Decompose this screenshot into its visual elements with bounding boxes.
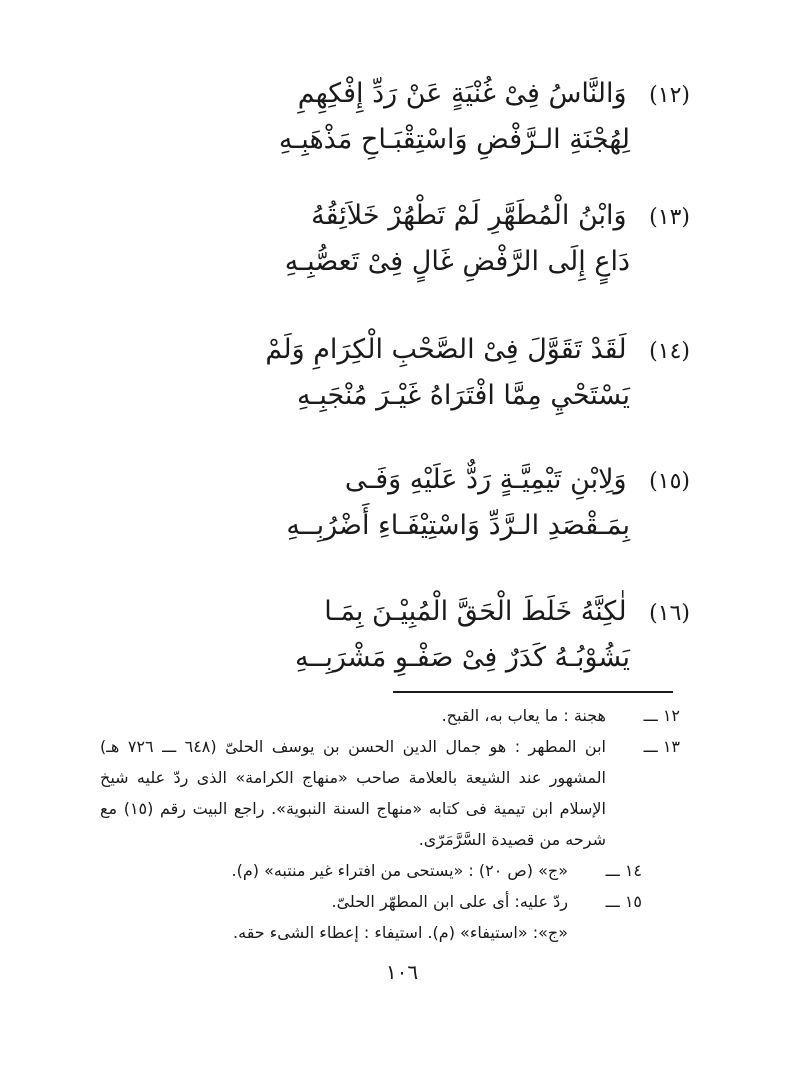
footnote-text: «ج» (ص ٢٠) : «يستحى من افتراء غير منتبه» (م). — [231, 861, 568, 880]
verse-number: (١٦) — [649, 601, 690, 626]
verse-number: (١٤) — [649, 339, 690, 364]
footnote-text: «ج»: «استيفاء» (م). استيفاء : إعطاء الشىء حقه. — [233, 923, 568, 942]
verse-number: (١٣) — [649, 205, 690, 230]
verse-hemistich-1: وَالنَّاسُ فِىْ غُنْيَةٍ عَنْ رَدِّ إِفْكِهِمِ — [297, 78, 627, 109]
verse-hemistich-2: يَسْتَحْيِ مِمَّا افْتَرَاهُ غَيْـرَ مُنْجَبِـهِ — [296, 380, 630, 411]
verse-hemistich-2: بِمَـقْصَدِ الـرَّدِّ وَاسْتِيْفَـاءِ أَضْرُبِــهِ — [286, 510, 630, 541]
page-number: ١٠٦ — [385, 960, 419, 984]
footnotes — [100, 700, 680, 948]
verse-hemistich-2: دَاعٍ إِلَى الرَّفْضِ غَالٍ فِىْ تَعصُّبِـهِ — [284, 246, 630, 277]
footnote — [100, 855, 680, 886]
verse-number: (١٥) — [649, 469, 690, 494]
verse-hemistich-1: لٰكِنَّهُ خَلَطَ الْحَقَّ الْمُبِيْـنَ بِمَـا — [324, 596, 627, 627]
footnote-number: ١٤ ـــ — [605, 861, 642, 880]
footnote-text: ردّ عليه: أى على ابن المطهّر الحلىّ. — [331, 892, 568, 911]
footnote-number: ١٣ ـــ — [643, 737, 680, 756]
verse-hemistich-1: لَقَدْ تَقَوَّلَ فِىْ الصَّحْبِ الْكِرَامِ وَلَمْ — [265, 334, 627, 365]
footnote — [100, 886, 680, 917]
verse-number: (١٢) — [649, 83, 690, 108]
footnote — [100, 917, 680, 948]
footnote-text: ابن المطهر : هو جمال الدين الحسن بن يوسف الحلىّ (٦٤٨ ـــ ٧٢٦ هـ) المشهور عند الشيعة بالعلامة صاحب «منهاج الكرامة» الذى ردّ عليه شيخ الإسلام ابن تيمية فى كتابه «منهاج السنة النبوية». راجع البيت رقم (١٥) مع شرحه من قصيدة السَّرَّمَرّى. — [100, 737, 606, 849]
footnote-number: ١٥ ـــ — [605, 892, 642, 911]
footnote-text: هجنة : ما يعاب به، القبح. — [441, 706, 606, 725]
verse-hemistich-2: يَشُوْبُـهُ كَدَرٌ فِىْ صَفْـوِ مَشْرَبِــهِ — [295, 642, 630, 673]
footnote-separator — [393, 691, 673, 693]
verse-hemistich-2: لِهُجْنَةِ الـرَّفْضِ وَاسْتِقْبَـاحِ مَذْهَبِـهِ — [278, 124, 630, 155]
verse-hemistich-1: وَلِابْنِ تَيْمِيَّـةٍ رَدٌّ عَلَيْهِ وَفَـى — [344, 464, 627, 495]
verse-hemistich-1: وَابْنُ الْمُطَهَّرِ لَمْ تَطْهُرْ خَلاَئِقُهُ — [311, 200, 627, 231]
footnote — [100, 700, 680, 731]
footnote-number: ١٢ ـــ — [643, 706, 680, 725]
footnote — [100, 731, 680, 855]
